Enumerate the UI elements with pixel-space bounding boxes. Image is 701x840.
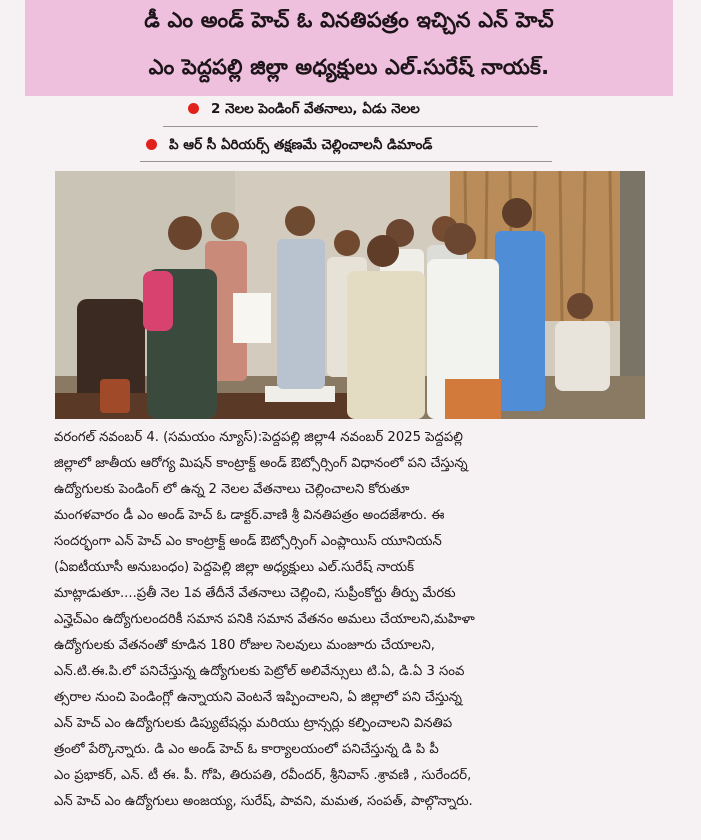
subheading-1 [188, 101, 420, 120]
red-bullet-icon [146, 139, 157, 150]
article-line: ఎన్ హెచ్ ఎం ఉద్యోగులు అంజయ్య, సురేష్, పావని, మమత, సంపత్, పాల్గొన్నారు. [54, 794, 473, 809]
article-line: ఉద్యోగులకు పెండింగ్ లో ఉన్న 2 నెలల వేతనాలు చెల్లించాలని కోరుతూ [54, 482, 410, 497]
red-bullet-icon [188, 103, 199, 114]
article-line: ఎన్ హెచ్ ఎం ఉద్యోగులకు డిప్యుటేషన్లు మరియు ట్రాన్సర్లు కల్పించాలని వినతిప [54, 716, 453, 731]
headline-line-1: డీ ఎం అండ్ హెచ్ ఓ వినతిపత్రం ఇచ్చిన ఎన్ హెచ్ [144, 8, 554, 32]
article-line: మాట్లాడుతూ....ప్రతీ నెల 1వ తేదీనే వేతనాలు చెల్లించి, సుప్రీంకోర్టు తీర్పు మేరకు [54, 586, 456, 601]
subheading-2 [146, 137, 432, 156]
article-line: (ఏఐటీయూసీ అనుబంధం) పెద్దపెల్లి జిల్లా అధ్యక్షులు ఎల్.సురేష్ నాయక్ [54, 560, 414, 575]
article-line: ఉద్యోగులకు వేతనంతో కూడిన 180 రోజుల సెలవులు మంజూరు చేయాలని, [54, 638, 435, 653]
article-line: ఎం ప్రభాకర్, ఎన్. టీ ఈ. పీ. గోపి, తిరుపతి, రవీందర్, శ్రీనివాస్ .శ్రావణి , సురేందర్, [54, 768, 472, 783]
subheading-1-text: 2 నెలల పెండింగ్ వేతనాలు, ఏడు నెలల [211, 101, 420, 117]
article-line: త్రంలో పేర్కొన్నారు. డి ఎం అండ్ హెచ్ ఓ కార్యాలయంలో పనిచేస్తున్న డి పి పీ [54, 742, 439, 757]
news-photo [55, 171, 645, 419]
divider [163, 126, 538, 127]
headline-line-2: ఎం పెద్దపల్లి జిల్లా అధ్యక్షులు ఎల్.సురేష్ నాయక్. [148, 55, 550, 79]
article-line: త్సరాల నుంచి పెండింగ్లో ఉన్నాయని వెంటనే ఇప్పించాలని, ఏ జిల్లాలో పని చేస్తున్న [54, 690, 462, 705]
divider [140, 161, 552, 162]
headline-banner [25, 0, 673, 96]
article-line: మంగళవారం డీ ఎం అండ్ హెచ్ ఓ డాక్టర్.వాణి శ్రీ వినతిపత్రం అందజేశారు. ఈ [54, 508, 445, 523]
article-line: సందర్భంగా ఎన్ హెచ్ ఎం కాంట్రాక్ట్ అండ్ ఔట్సోర్సింగ్ ఎంప్లాయిస్ యూనియన్ [54, 534, 442, 549]
article-line: జిల్లాలో జాతీయ ఆరోగ్య మిషన్ కాంట్రాక్ట్ అండ్ ఔట్సోర్సింగ్ విధానంలో పని చేస్తున్న [54, 456, 468, 471]
article-line: వరంగల్ నవంబర్ 4. (సమయం న్యూస్):పెద్దపల్లి జిల్లా4 నవంబర్ 2025 పెద్దపల్లి [54, 430, 463, 445]
subheading-2-text: పి ఆర్ సీ ఏరియర్స్ తక్షణమే చెల్లించాలనీ డిమాండ్ [169, 137, 433, 153]
article-line: ఎన్హెచ్ఎం ఉద్యోగులందరికీ సమాన పనికి సమాన వేతనం అమలు చేయాలని,మహిళా [54, 612, 475, 627]
article-line: ఎన్.టి.ఈ.పి.లో పనిచేస్తున్న ఉద్యోగులకు పెట్రోల్ అలివేన్సులు టి.ఏ, డి.ఏ 3 సంవ [54, 664, 465, 679]
